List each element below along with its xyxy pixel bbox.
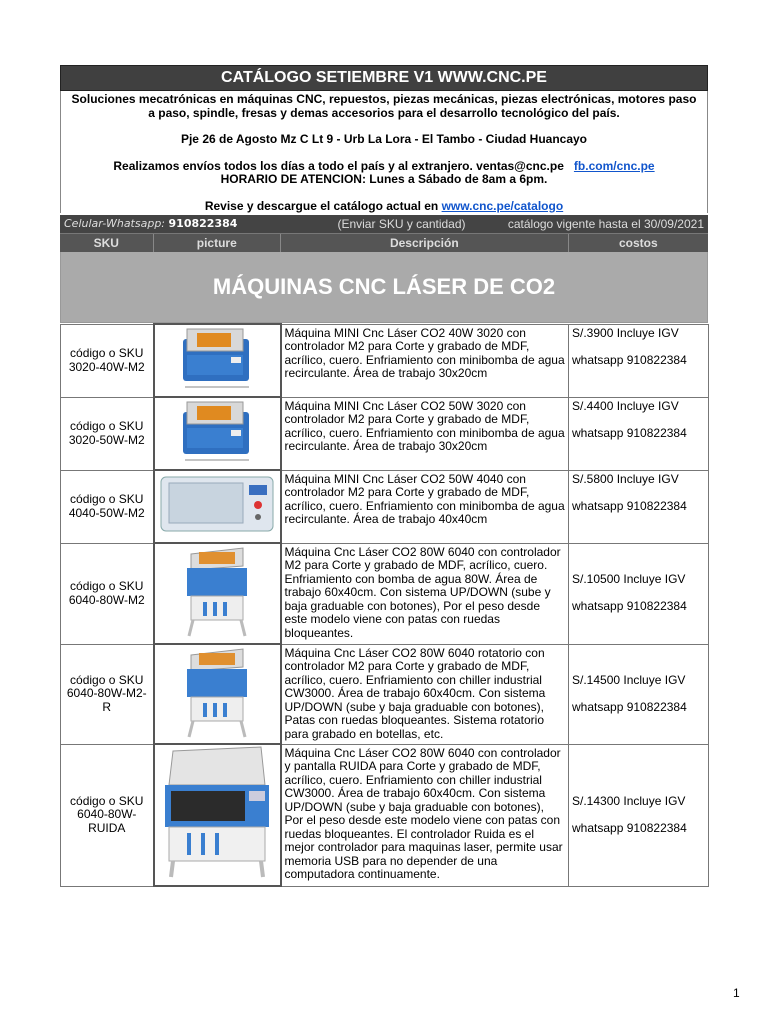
whatsapp-contact: whatsapp 910822384 [572, 699, 687, 714]
description-cell: Máquina Cnc Láser CO2 80W 6040 con controlador y pantalla RUIDA para Corte y grabado de MDF, acrílico, cuero. Enfriamiento con chiller industrial CW3000. Área de trabajo 60x40cm. Con sistema UP/DOWN (sube y baja graduable con botones), Por el peso desde este modelo viene con patas con ruedas bloqueantes. El controlador Ruida es el mejor controlador para maquinas laser, permite usar memoria USB para no depender de una computadora continuamente. [281, 744, 569, 886]
price: S/.14300 Incluye IGV [572, 793, 686, 808]
description-cell: Máquina MINI Cnc Láser CO2 40W 3020 con controlador M2 para Corte y grabado de MDF, acrílico, cuero. Enfriamiento con minibomba de agua recirculante. Área de trabajo 30x20cm [281, 324, 569, 397]
price-cell [569, 470, 709, 543]
shipping-info [67, 160, 701, 174]
table-row [61, 324, 709, 397]
cost-column-header: costos [618, 236, 658, 250]
table-row [61, 470, 709, 543]
order-note: (Enviar SKU y cantidad) [337, 217, 466, 231]
price-cell [569, 543, 709, 644]
laser-machine-image [177, 645, 257, 741]
product-picture [154, 324, 281, 397]
sku-cell: código o SKU 6040-80W-M2 [61, 543, 154, 644]
whatsapp-label: Celular-Whatsapp: [64, 217, 166, 230]
facebook-link[interactable]: fb.com/cnc.pe [573, 158, 655, 173]
shipping-text: Realizamos envíos todos los días a todo el país y al extranjero. ventas@cnc.pe [113, 158, 564, 173]
company-description: Soluciones mecatrónicas en máquinas CNC, repuestos, piezas mecánicas, piezas electrónicas, motores paso a paso, spindle, fresas y demas accesorios para el desarrollo tecnológico del país. [71, 92, 697, 120]
price: S/.14500 Incluye IGV [572, 672, 686, 687]
description-cell: Máquina MINI Cnc Láser CO2 50W 3020 con controlador M2 para Corte y grabado de MDF, acrílico, cuero. Enfriamiento con minibomba de agua recirculante. Área de trabajo 30x20cm [281, 397, 569, 470]
product-picture [154, 397, 281, 470]
laser-machine-image [157, 471, 277, 537]
table-row [61, 644, 709, 744]
description-column-header: Descripción [281, 234, 569, 252]
whatsapp-contact: whatsapp 910822384 [572, 498, 687, 513]
column-headers [60, 233, 708, 252]
sku-cell: código o SKU 6040-80W-RUIDA [61, 744, 154, 886]
price-cell [569, 397, 709, 470]
sku-column-header: SKU [60, 234, 154, 252]
catalog-header [60, 91, 708, 213]
price: S/.5800 Incluye IGV [572, 471, 679, 486]
price-cell [569, 324, 709, 397]
download-info [67, 200, 701, 214]
description-cell: Máquina MINI Cnc Láser CO2 50W 4040 con controlador M2 para Corte y grabado de MDF, acrílico, cuero. Enfriamiento con minibomba de agua recirculante. Área de trabajo 40x40cm [281, 470, 569, 543]
catalog-page [60, 65, 708, 887]
sku-cell: código o SKU 6040-80W-M2-R [61, 644, 154, 744]
catalog-link[interactable]: www.cnc.pe/catalogo [441, 198, 564, 213]
picture-column-header: picture [154, 234, 281, 252]
laser-machine-image [157, 745, 277, 881]
whatsapp-contact: whatsapp 910822384 [572, 599, 687, 614]
table-row [61, 543, 709, 644]
company-address: Pje 26 de Agosto Mz C Lt 9 - Urb La Lora - El Tambo - Ciudad Huancayo [180, 132, 588, 146]
laser-machine-image [177, 398, 257, 466]
sku-cell: código o SKU 4040-50W-M2 [61, 470, 154, 543]
whatsapp-contact [64, 215, 314, 233]
price: S/.4400 Incluye IGV [572, 398, 679, 413]
table-row [61, 744, 709, 886]
catalog-title: CATÁLOGO SETIEMBRE V1 WWW.CNC.PE [60, 65, 708, 91]
download-text: Revise y descargue el catálogo actual en [204, 198, 439, 213]
product-picture [154, 744, 281, 886]
page-number: 1 [733, 986, 740, 1000]
price: S/.3900 Incluye IGV [572, 325, 679, 340]
contact-bar [60, 215, 708, 233]
whatsapp-number: 910822384 [168, 217, 238, 230]
price: S/.10500 Incluye IGV [572, 572, 686, 587]
price-cell [569, 744, 709, 886]
sku-cell: código o SKU 3020-50W-M2 [61, 397, 154, 470]
price-cell [569, 644, 709, 744]
whatsapp-contact: whatsapp 910822384 [572, 820, 687, 835]
table-row [61, 397, 709, 470]
laser-machine-image [177, 544, 257, 640]
product-picture [154, 470, 281, 543]
sku-cell: código o SKU 3020-40W-M2 [61, 324, 154, 397]
description-cell: Máquina Cnc Láser CO2 80W 6040 rotatorio con controlador M2 para Corte y grabado de MDF, acrílico, cuero. Enfriamiento con chiller industrial CW3000. Área de trabajo 60x40cm. Con sistema UP/DOWN (sube y baja graduable con botones), Patas con ruedas bloqueantes. Sistema rotatorio para grabado en botellas, etc. [281, 644, 569, 744]
laser-machine-image [177, 325, 257, 393]
product-picture [154, 644, 281, 744]
whatsapp-contact: whatsapp 910822384 [572, 352, 687, 367]
section-title: MÁQUINAS CNC LÁSER DE CO2 [60, 252, 708, 323]
product-table [60, 323, 709, 887]
validity-note: catálogo vigente hasta el 30/09/2021 [507, 217, 704, 231]
whatsapp-contact: whatsapp 910822384 [572, 425, 687, 440]
business-hours: HORARIO DE ATENCION: Lunes a Sábado de 8am a 6pm. [220, 172, 548, 186]
product-picture [154, 543, 281, 644]
description-cell: Máquina Cnc Láser CO2 80W 6040 con controlador M2 para Corte y grabado de MDF, acrílico, cuero. Enfriamiento con bomba de agua 80W. Área de trabajo 60x40cm. Con sistema UP/DOWN (sube y baja graduable con botones), Por el peso desde este modelo viene con patas con ruedas bloqueantes. [281, 543, 569, 644]
